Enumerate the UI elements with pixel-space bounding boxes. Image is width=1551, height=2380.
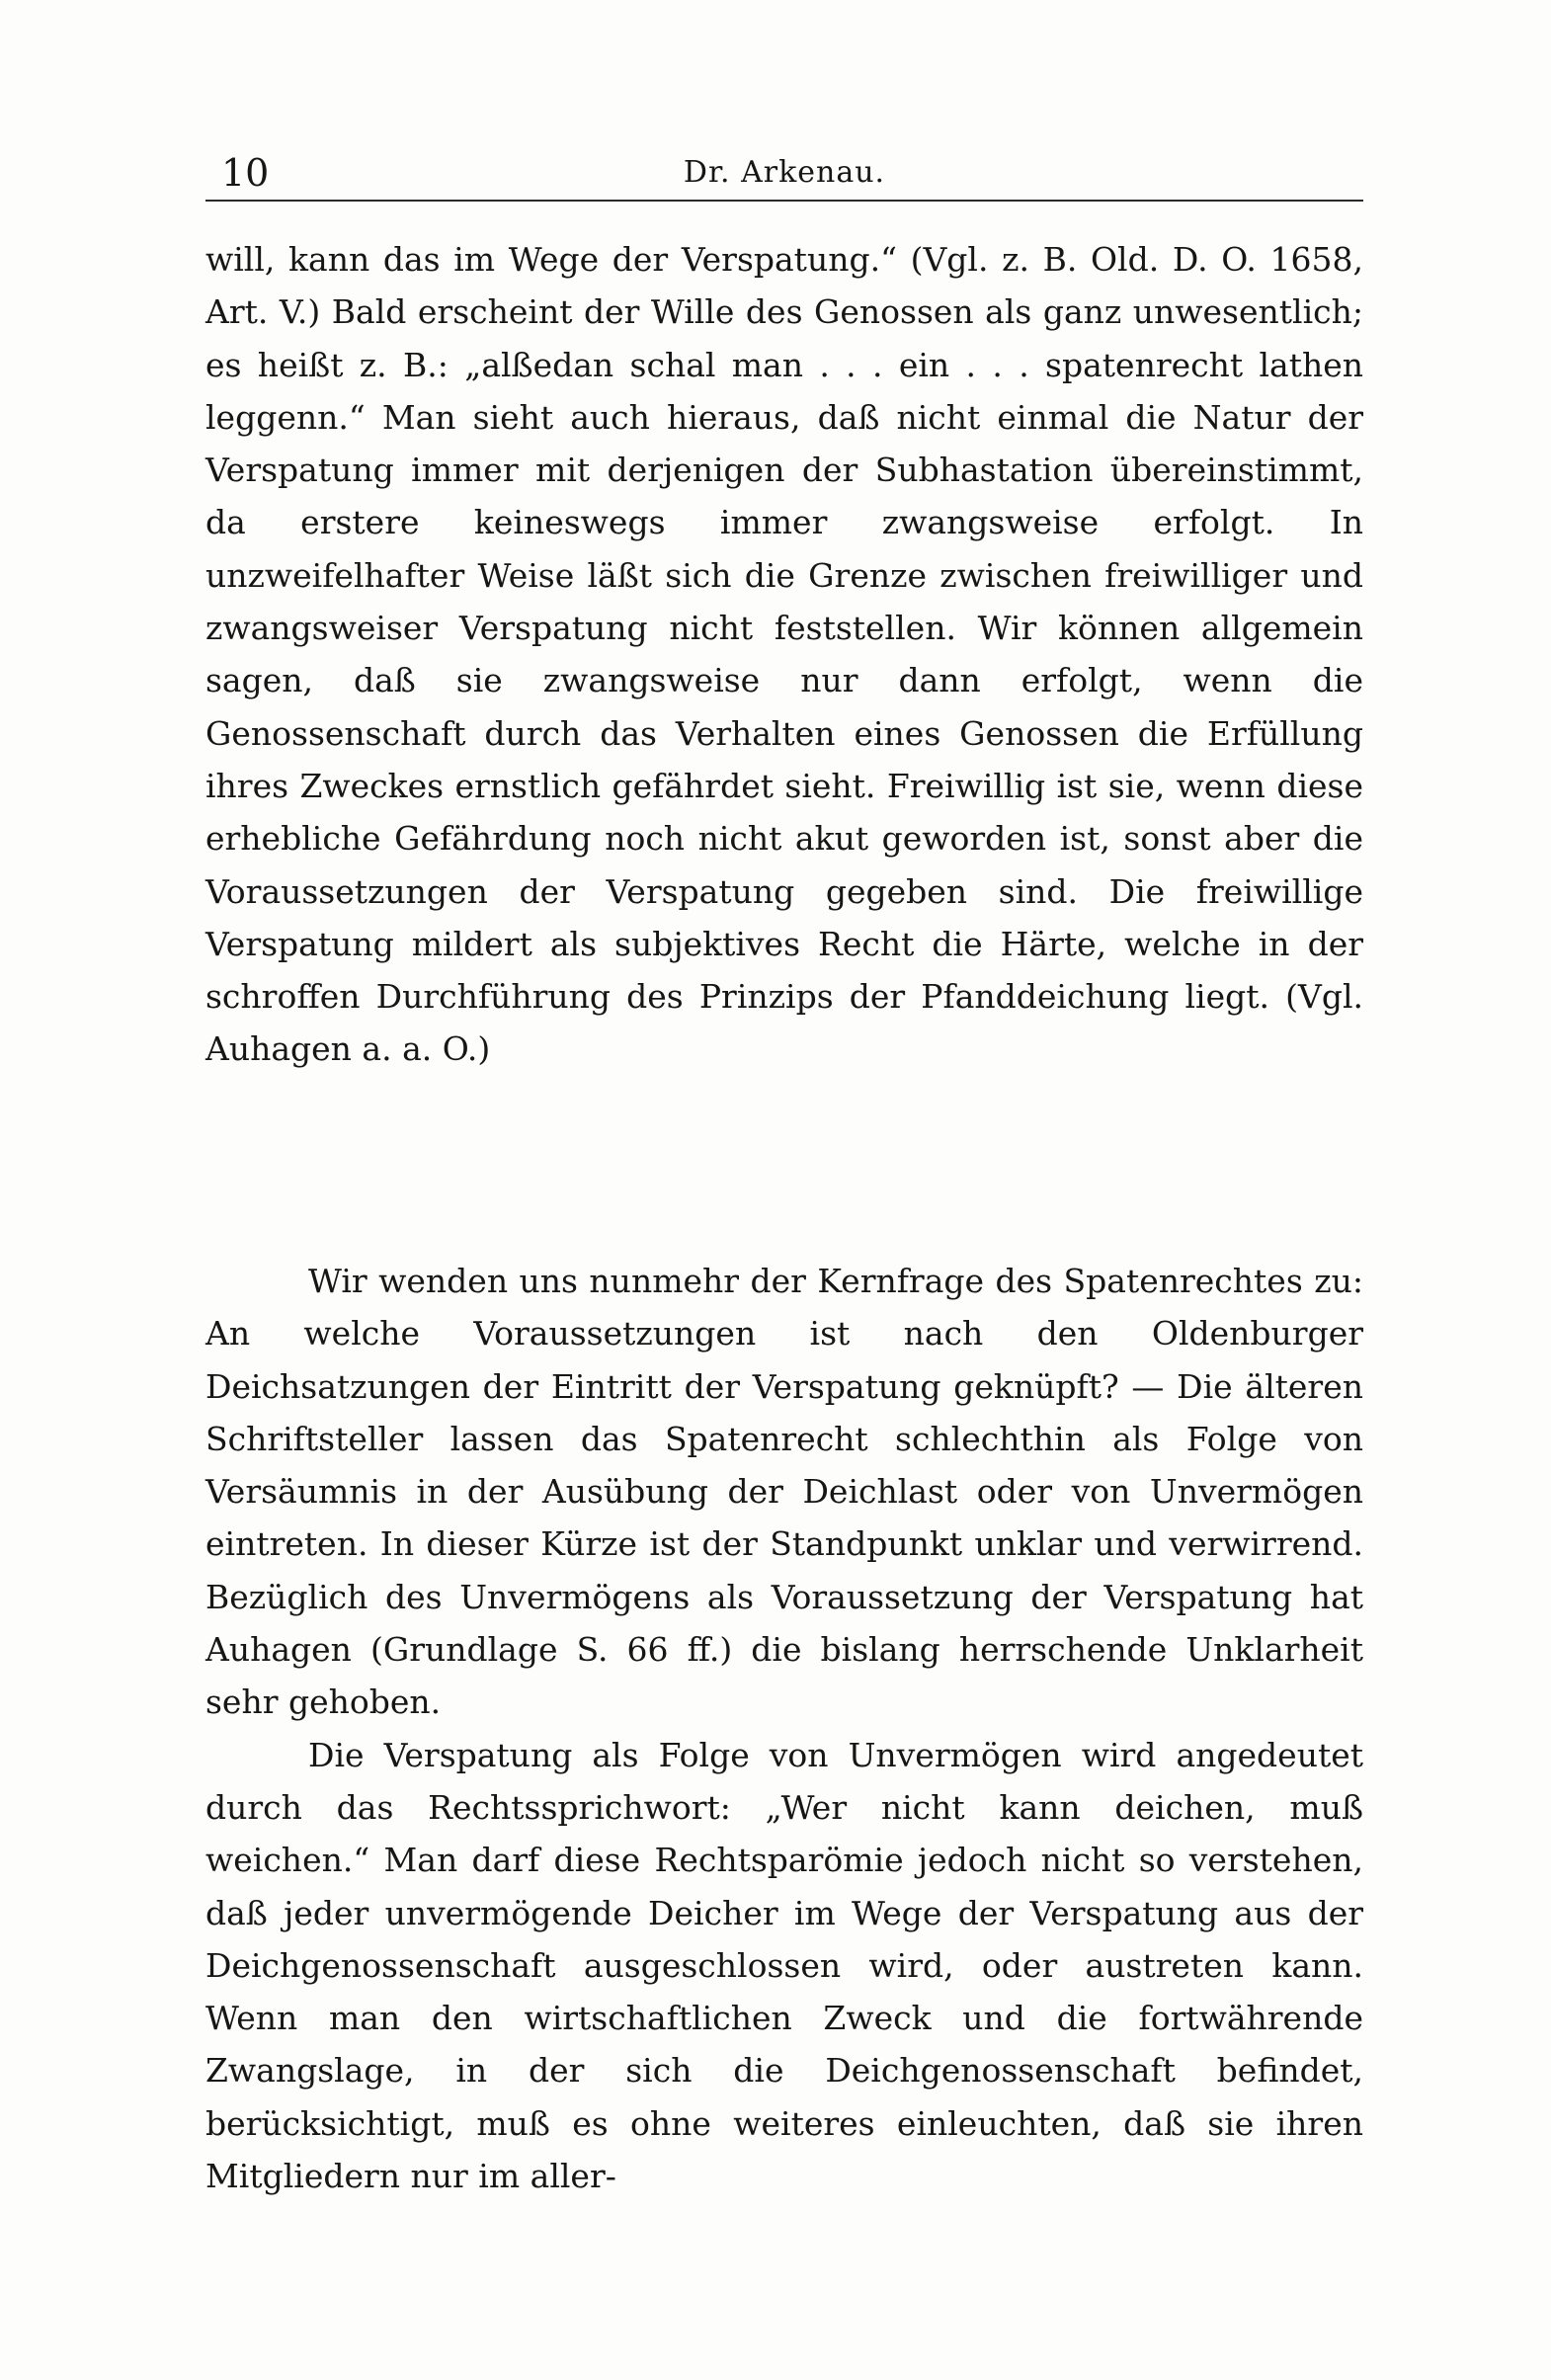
text-block-top	[205, 233, 1363, 1076]
header-rule	[205, 200, 1363, 202]
paragraph-unvermoegen: Die Verspatung als Folge von Unvermögen wird angedeutet durch das Rechtssprichwort: „Wer nicht kann deichen, muß weichen.“ Man darf diese Rechtsparömie jedoch nicht so verstehen, daß jeder unvermögende Deicher im Wege der Verspatung aus der Deichgenossenschaft ausgeschlossen wird, oder austreten kann. Wenn man den wirtschaftlichen Zweck und die fortwährende Zwangslage, in der sich die Deichgenossenschaft befindet, berücksichtigt, muß es ohne weiteres einleuchten, daß sie ihren Mitgliedern nur im aller-	[205, 1735, 1363, 2196]
paragraph-kernfrage: Wir wenden uns nunmehr der Kernfrage des Spatenrechtes zu: An welche Voraussetzungen ist nach den Oldenburger Deichsatzungen der Eintritt der Verspatung geknüpft? — Die älteren Schriftsteller lassen das Spatenrecht schlechthin als Folge von Versäumnis in der Ausübung der Deichlast oder von Unvermögen eintreten. In dieser Kürze ist der Standpunkt unklar und verwirrend. Bezüglich des Unvermögens als Voraussetzung der Verspatung hat Auhagen (Grundlage S. 66 ff.) die bislang herrschende Unklarheit sehr gehoben.	[205, 1262, 1363, 1722]
paragraph-continuation: will, kann das im Wege der Verspatung.“ (Vgl. z. B. Old. D. O. 1658, Art. V.) Bald erscheint der Wille des Genossen als ganz unwesentlich; es heißt z. B.: „alßedan schal man . . . ein . . . spatenrecht lathen leggenn.“ Man sieht auch hieraus, daß nicht einmal die Natur der Verspatung immer mit derjenigen der Subhastation übereinstimmt, da erstere keineswegs immer zwangsweise erfolgt. In unzweifelhafter Weise läßt sich die Grenze zwischen freiwilliger und zwangsweiser Verspatung nicht feststellen. Wir können allgemein sagen, daß sie zwangsweise nur dann erfolgt, wenn die Genossenschaft durch das Verhalten eines Genossen die Erfüllung ihres Zweckes ernstlich gefährdet sieht. Freiwillig ist sie, wenn diese erhebliche Gefährdung noch nicht akut geworden ist, sonst aber die Voraussetzungen der Verspatung gegeben sind. Die freiwillige Verspatung mildert als subjektives Recht die Härte, welche in der schroffen Durchführung des Prinzips der Pfanddeichung liegt. (Vgl. Auhagen a. a. O.)	[205, 240, 1363, 1069]
running-head: Dr. Arkenau.	[683, 155, 886, 190]
page-number: 10	[221, 151, 270, 195]
page-header	[205, 148, 1363, 198]
text-block-bottom	[205, 1255, 1363, 2202]
